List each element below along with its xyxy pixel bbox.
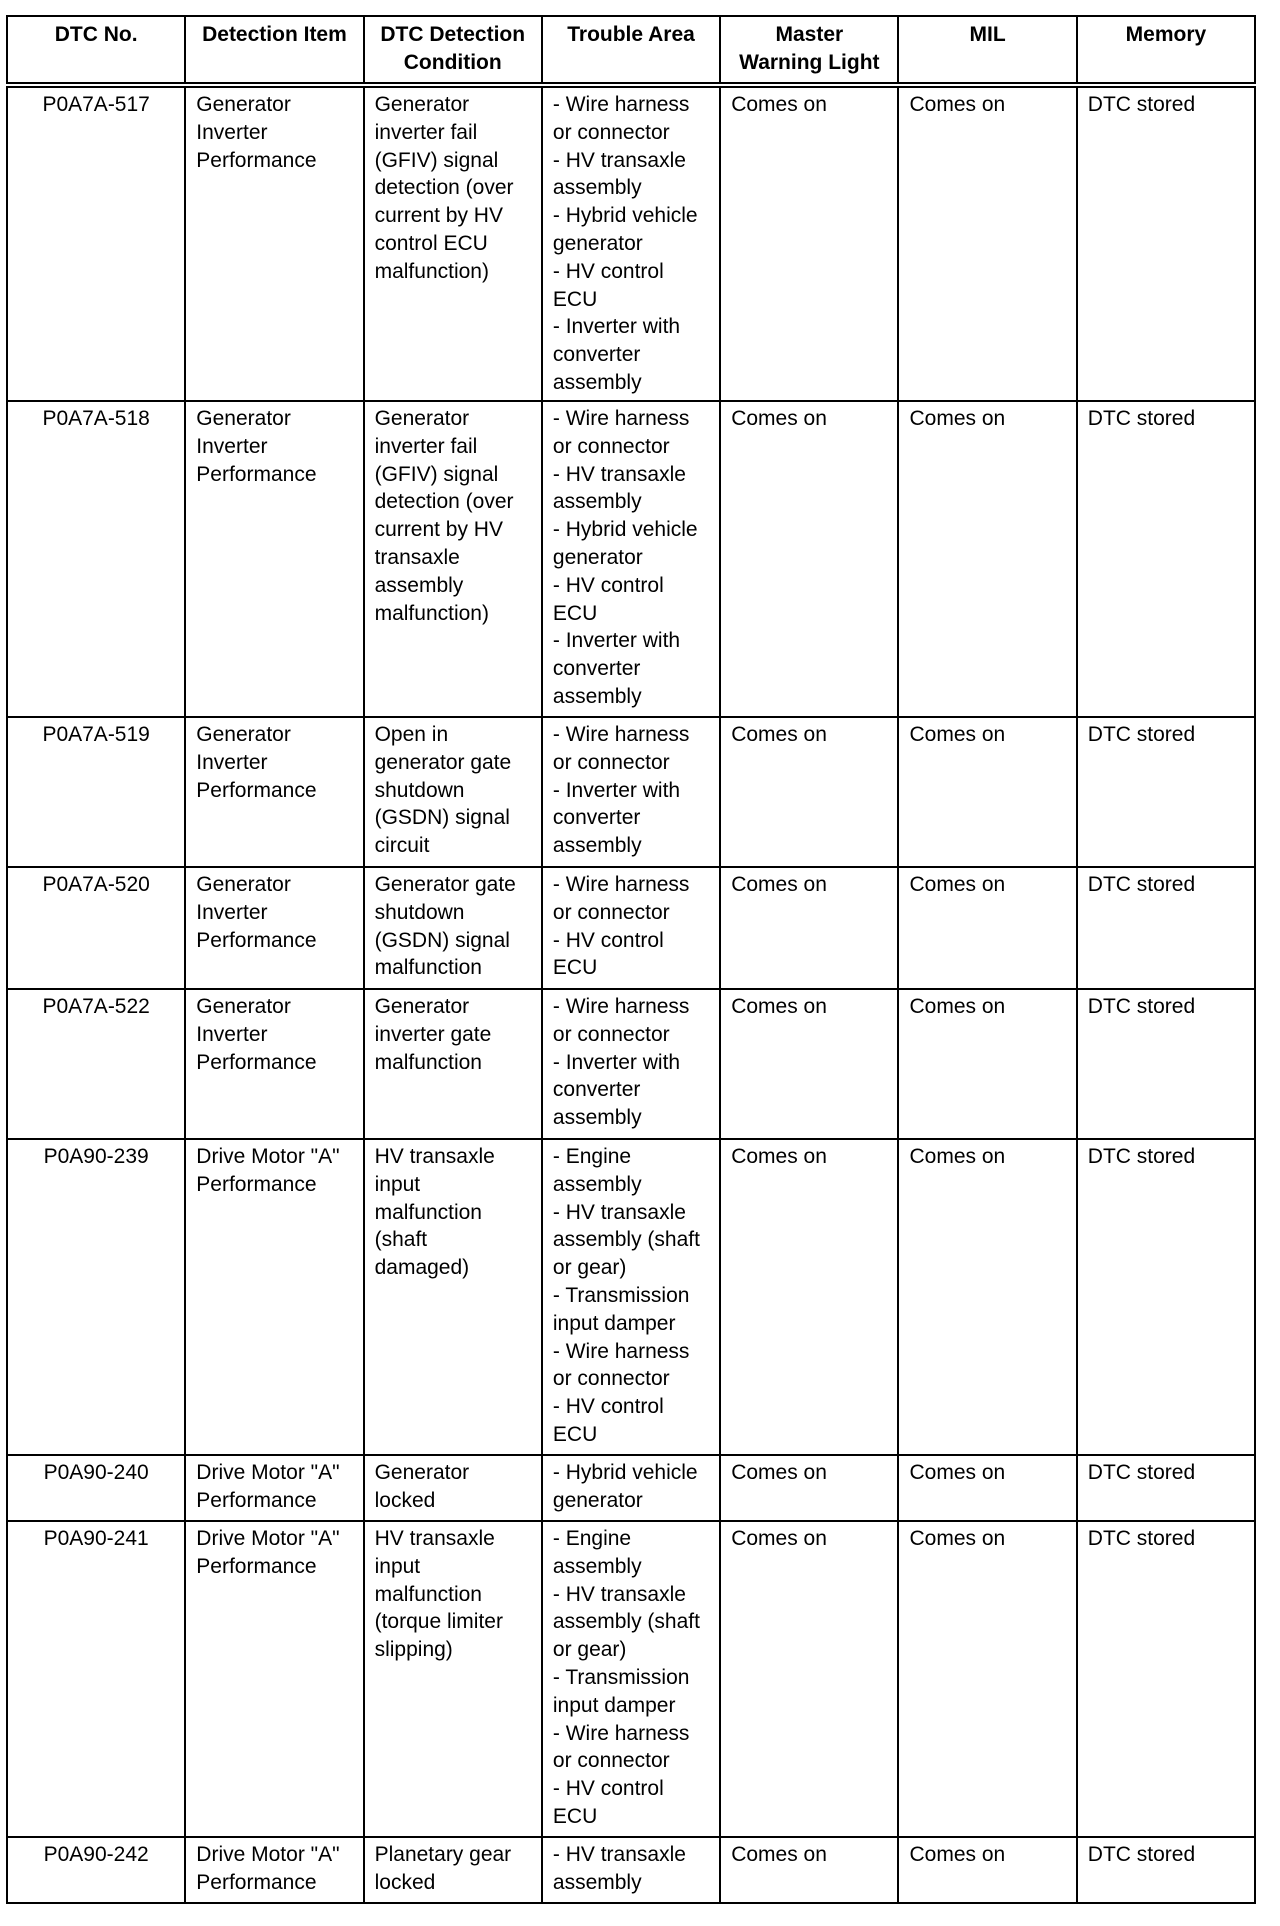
table-row (7, 717, 1255, 867)
detection-item: Generator Inverter Performance (185, 85, 363, 401)
memory: DTC stored (1077, 1521, 1255, 1837)
dtc-code: P0A7A-518 (7, 401, 185, 717)
table-row (7, 1139, 1255, 1455)
master-warning-light: Comes on (720, 1455, 898, 1521)
mil: Comes on (898, 1455, 1076, 1521)
master-warning-light: Comes on (720, 989, 898, 1139)
header-trouble-area: Trouble Area (542, 16, 720, 85)
dtc-code: P0A7A-517 (7, 85, 185, 401)
trouble-area: - HV transaxle assembly (542, 1837, 720, 1903)
table-row (7, 1455, 1255, 1521)
table-row (7, 401, 1255, 717)
trouble-area: - Wire harness or connector - HV transaxle assembly - Hybrid vehicle generator - HV control ECU - Inverter with converter assembly (542, 401, 720, 717)
trouble-area: - Wire harness or connector - HV transaxle assembly - Hybrid vehicle generator - HV control ECU - Inverter with converter assembly (542, 85, 720, 401)
detection-item: Drive Motor "A" Performance (185, 1521, 363, 1837)
table-row (7, 1837, 1255, 1903)
header-detection-condition: DTC Detection Condition (364, 16, 542, 85)
header-memory: Memory (1077, 16, 1255, 85)
dtc-code: P0A90-240 (7, 1455, 185, 1521)
detection-condition: Generator gate shutdown (GSDN) signal malfunction (364, 867, 542, 989)
dtc-code: P0A90-241 (7, 1521, 185, 1837)
header-master-warning-light: Master Warning Light (720, 16, 898, 85)
header-detection-item: Detection Item (185, 16, 363, 85)
table-row (7, 867, 1255, 989)
detection-condition: Generator inverter gate malfunction (364, 989, 542, 1139)
master-warning-light: Comes on (720, 1521, 898, 1837)
memory: DTC stored (1077, 85, 1255, 401)
detection-condition: Generator inverter fail (GFIV) signal detection (over current by HV control ECU malfunction) (364, 85, 542, 401)
mil: Comes on (898, 867, 1076, 989)
header-dtc-no: DTC No. (7, 16, 185, 85)
mil: Comes on (898, 989, 1076, 1139)
mil: Comes on (898, 1837, 1076, 1903)
table-body (7, 85, 1255, 1903)
master-warning-light: Comes on (720, 85, 898, 401)
detection-item: Drive Motor "A" Performance (185, 1837, 363, 1903)
master-warning-light: Comes on (720, 401, 898, 717)
detection-item: Generator Inverter Performance (185, 717, 363, 867)
detection-item: Generator Inverter Performance (185, 867, 363, 989)
table-row (7, 989, 1255, 1139)
memory: DTC stored (1077, 989, 1255, 1139)
detection-item: Drive Motor "A" Performance (185, 1139, 363, 1455)
mil: Comes on (898, 401, 1076, 717)
detection-condition: Planetary gear locked (364, 1837, 542, 1903)
detection-condition: HV transaxle input malfunction (shaft damaged) (364, 1139, 542, 1455)
trouble-area: - Wire harness or connector - Inverter with converter assembly (542, 989, 720, 1139)
memory: DTC stored (1077, 717, 1255, 867)
mil: Comes on (898, 1521, 1076, 1837)
master-warning-light: Comes on (720, 717, 898, 867)
trouble-area: - Wire harness or connector - Inverter with converter assembly (542, 717, 720, 867)
detection-condition: Open in generator gate shutdown (GSDN) signal circuit (364, 717, 542, 867)
mil: Comes on (898, 85, 1076, 401)
memory: DTC stored (1077, 1139, 1255, 1455)
dtc-code: P0A90-239 (7, 1139, 185, 1455)
memory: DTC stored (1077, 401, 1255, 717)
master-warning-light: Comes on (720, 1837, 898, 1903)
detection-condition: Generator locked (364, 1455, 542, 1521)
trouble-area: - Hybrid vehicle generator (542, 1455, 720, 1521)
detection-item: Generator Inverter Performance (185, 401, 363, 717)
header-mil: MIL (898, 16, 1076, 85)
master-warning-light: Comes on (720, 867, 898, 989)
memory: DTC stored (1077, 867, 1255, 989)
header-row (7, 16, 1255, 85)
mil: Comes on (898, 717, 1076, 867)
detection-condition: HV transaxle input malfunction (torque limiter slipping) (364, 1521, 542, 1837)
table-header (7, 16, 1255, 85)
trouble-area: - Engine assembly - HV transaxle assembly (shaft or gear) - Transmission input damper - Wire harness or connector - HV control ECU (542, 1139, 720, 1455)
dtc-code: P0A90-242 (7, 1837, 185, 1903)
table-row (7, 1521, 1255, 1837)
trouble-area: - Wire harness or connector - HV control ECU (542, 867, 720, 989)
master-warning-light: Comes on (720, 1139, 898, 1455)
dtc-code: P0A7A-519 (7, 717, 185, 867)
table-row (7, 85, 1255, 401)
dtc-code: P0A7A-522 (7, 989, 185, 1139)
dtc-table (6, 15, 1256, 1904)
trouble-area: - Engine assembly - HV transaxle assembly (shaft or gear) - Transmission input damper - Wire harness or connector - HV control ECU (542, 1521, 720, 1837)
detection-condition: Generator inverter fail (GFIV) signal detection (over current by HV transaxle assembly malfunction) (364, 401, 542, 717)
mil: Comes on (898, 1139, 1076, 1455)
detection-item: Drive Motor "A" Performance (185, 1455, 363, 1521)
memory: DTC stored (1077, 1455, 1255, 1521)
detection-item: Generator Inverter Performance (185, 989, 363, 1139)
memory: DTC stored (1077, 1837, 1255, 1903)
dtc-code: P0A7A-520 (7, 867, 185, 989)
